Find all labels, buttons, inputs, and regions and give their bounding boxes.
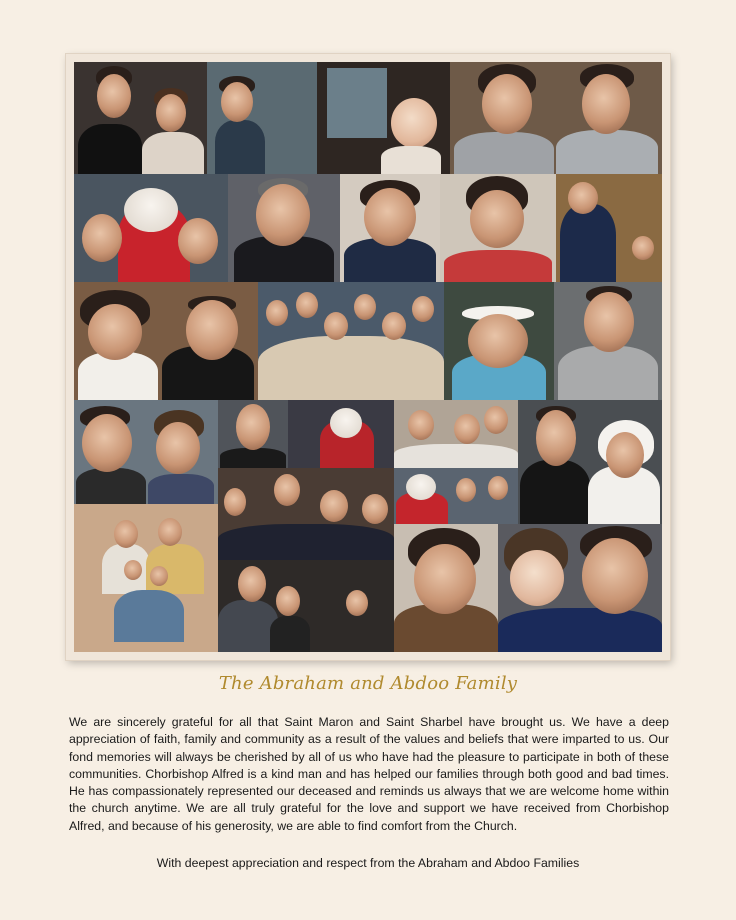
photo-woman-red-top bbox=[440, 174, 556, 282]
photo-boy-tv bbox=[207, 62, 317, 174]
photo-older-man-suit bbox=[228, 174, 340, 282]
photo-bride-and-groom bbox=[518, 400, 662, 524]
photo-couple-wedding bbox=[74, 62, 207, 174]
photo-two-women-bridal bbox=[394, 400, 518, 468]
photo-family-gathering bbox=[218, 468, 394, 560]
photo-men-at-party bbox=[218, 560, 394, 652]
photo-santa-with-family bbox=[394, 468, 518, 524]
photo-woman-fur-collar bbox=[394, 524, 498, 652]
photo-group-portrait bbox=[258, 282, 444, 400]
photo-woman-white-hat bbox=[444, 282, 554, 400]
photo-man-glasses-grey-suit bbox=[554, 282, 662, 400]
photo-boy-hugging-baby bbox=[498, 524, 662, 652]
photo-woman-smiling bbox=[340, 174, 440, 282]
photo-young-man-portrait bbox=[218, 400, 288, 468]
photo-santa-visit bbox=[288, 400, 394, 468]
appreciation-paragraph: We are sincerely grateful for all that Saint Maron and Saint Sharbel have brought us. We have a deep appreciation of faith, family and community as a result of the values and beliefs that were imparted to us. Our fond memories will always be cherished by all of us who have had the pleasure to participate in both of these communities. Chorbishop Alfred is a kind man and has helped our families through both good and bad times. He has compassionately represented our deceased and reminds us always that we are welcome home within the church anytime. We are all truly grateful for the love and support we have received from Chorbishop Alfred, and because of his generosity, we are able to find comfort from the Church. bbox=[69, 715, 669, 833]
photo-young-couple bbox=[450, 62, 662, 174]
photo-santa-children bbox=[74, 174, 228, 282]
family-photo-collage bbox=[66, 54, 670, 660]
photo-couple-glasses bbox=[74, 282, 258, 400]
photo-boy-navy-coat bbox=[556, 174, 662, 282]
photo-baby-books bbox=[317, 62, 450, 174]
photo-man-with-toddler bbox=[74, 400, 218, 504]
family-title: The Abraham and Abdoo Family bbox=[218, 673, 518, 694]
signoff-line: With deepest appreciation and respect from the Abraham and Abdoo Families bbox=[156, 856, 580, 870]
photo-couple-sofa-children bbox=[74, 504, 218, 652]
